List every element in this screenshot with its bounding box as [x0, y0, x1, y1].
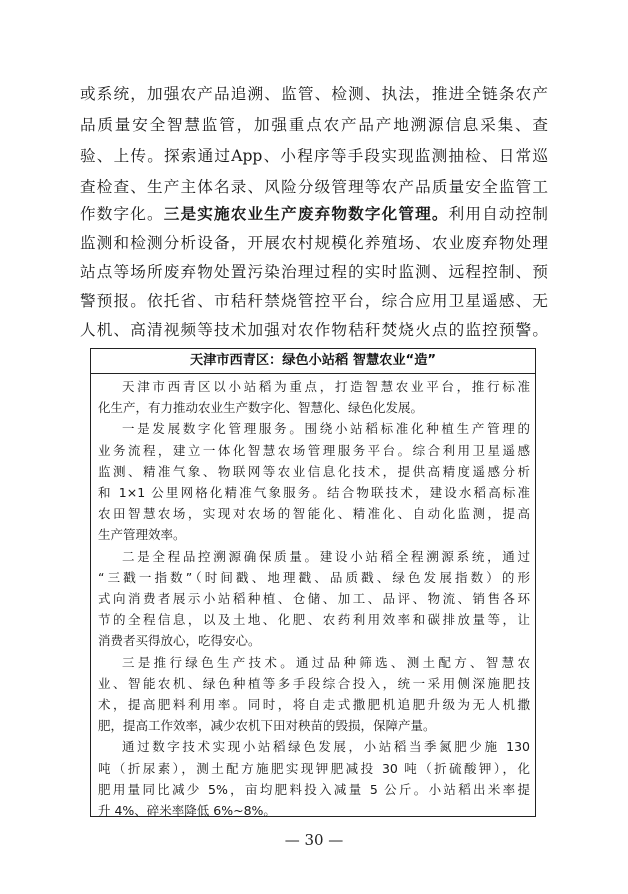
case-line-5: 监测、精准气象、物联网等农业信息化技术，提供高精度遥感分析	[98, 463, 530, 479]
case-line-15: 业、智能农机、绿色种植等多手段综合投入，统一采用侧深施肥技	[98, 675, 530, 691]
body-line-5-prefix: 作数字化。	[80, 205, 164, 223]
case-line-12: 节的全程信息，以及土地、化肥、农药利用效率和碳排放量等，让	[98, 612, 530, 628]
body-line-9: 人机、高清视频等技术加强对农作物秸秆焚烧火点的监控预警。	[80, 321, 548, 339]
case-study-box	[90, 348, 536, 817]
case-line-16: 术，提高肥料利用率。同时，将自走式撒肥机追肥升级为无人机撒	[98, 697, 530, 712]
case-line-10: “三戳一指数”（时间戳、地理戳、品质戳、绿色发展指数）的形	[98, 569, 530, 585]
body-line-1: 或系统，加强农产品追溯、监管、检测、执法，推进全链条农产	[80, 85, 548, 103]
case-study-title: 天津市西青区：绿色小站稻 智慧农业“造”	[91, 349, 535, 374]
case-line-9: 二是全程品控溯源确保质量。建设小站稻全程溯源系统，通过	[122, 548, 530, 564]
body-line-2: 品质量安全智慧监管，加强重点农产品产地溯源信息采集、查	[80, 116, 548, 134]
body-line-5-suffix: 利用自动控制	[448, 205, 548, 223]
body-line-7: 站点等场所废弃物处置污染治理过程的实时监测、远程控制、预	[80, 263, 548, 281]
case-line-4: 业务流程，建立一体化智慧农场管理服务平台。综合利用卫星遥感	[98, 442, 530, 458]
case-line-21: 升 4%、碎米率降低 6%~8%。	[98, 803, 276, 818]
case-line-18: 通过数字技术实现小站稻绿色发展，小站稻当季氮肥少施 130	[122, 739, 530, 755]
case-line-2: 化生产，有力推动农业生产数字化、智慧化、绿色化发展。	[98, 400, 424, 416]
case-line-3: 一是发展数字化管理服务。围绕小站稻标准化种植生产管理的	[122, 421, 530, 437]
body-line-8: 警预报。依托省、市秸秆禁烧管控平台，综合应用卫星遥感、无	[80, 292, 548, 310]
section-heading-waste-management: 三是实施农业生产废弃物数字化管理。	[163, 204, 449, 223]
case-line-13: 消费者买得放心，吃得安心。	[98, 633, 261, 649]
case-line-6: 和 1×1 公里网格化精准气象服务。结合物联技术，建设水稻高标准	[98, 485, 530, 500]
case-line-20: 肥用量同比减少 5%，亩均肥料投入减量 5 公斤。小站稻出米率提	[98, 781, 530, 797]
page-number: — 30 —	[284, 831, 344, 849]
case-line-11: 式向消费者展示小站稻种植、仓储、加工、品评、物流、销售各环	[98, 591, 530, 606]
case-line-14: 三是推行绿色生产技术。通过品种筛选、测土配方、智慧农	[122, 654, 530, 670]
body-line-5	[80, 199, 548, 229]
body-line-6: 监测和检测分析设备，开展农村规模化养殖场、农业废弃物处理	[80, 234, 548, 252]
case-line-1: 天津市西青区以小站稻为重点，打造智慧农业平台，推行标准	[122, 379, 530, 394]
case-line-7: 农田智慧农场，实现对农场的智能化、精准化、自动化监测，提高	[98, 506, 530, 522]
body-line-3: 验、上传。探索通过App、小程序等手段实现监测抽检、日常巡	[80, 147, 548, 165]
case-line-8: 生产管理效率。	[98, 527, 186, 543]
case-line-17: 肥，提高工作效率，减少农机下田对秧苗的毁损，保障产量。	[98, 718, 436, 734]
body-line-4: 查检查、生产主体名录、风险分级管理等农产品质量安全监管工	[80, 178, 548, 196]
case-line-19: 吨（折尿素），测土配方施肥实现钾肥减投 30 吨（折硫酸钾），化	[98, 760, 530, 776]
